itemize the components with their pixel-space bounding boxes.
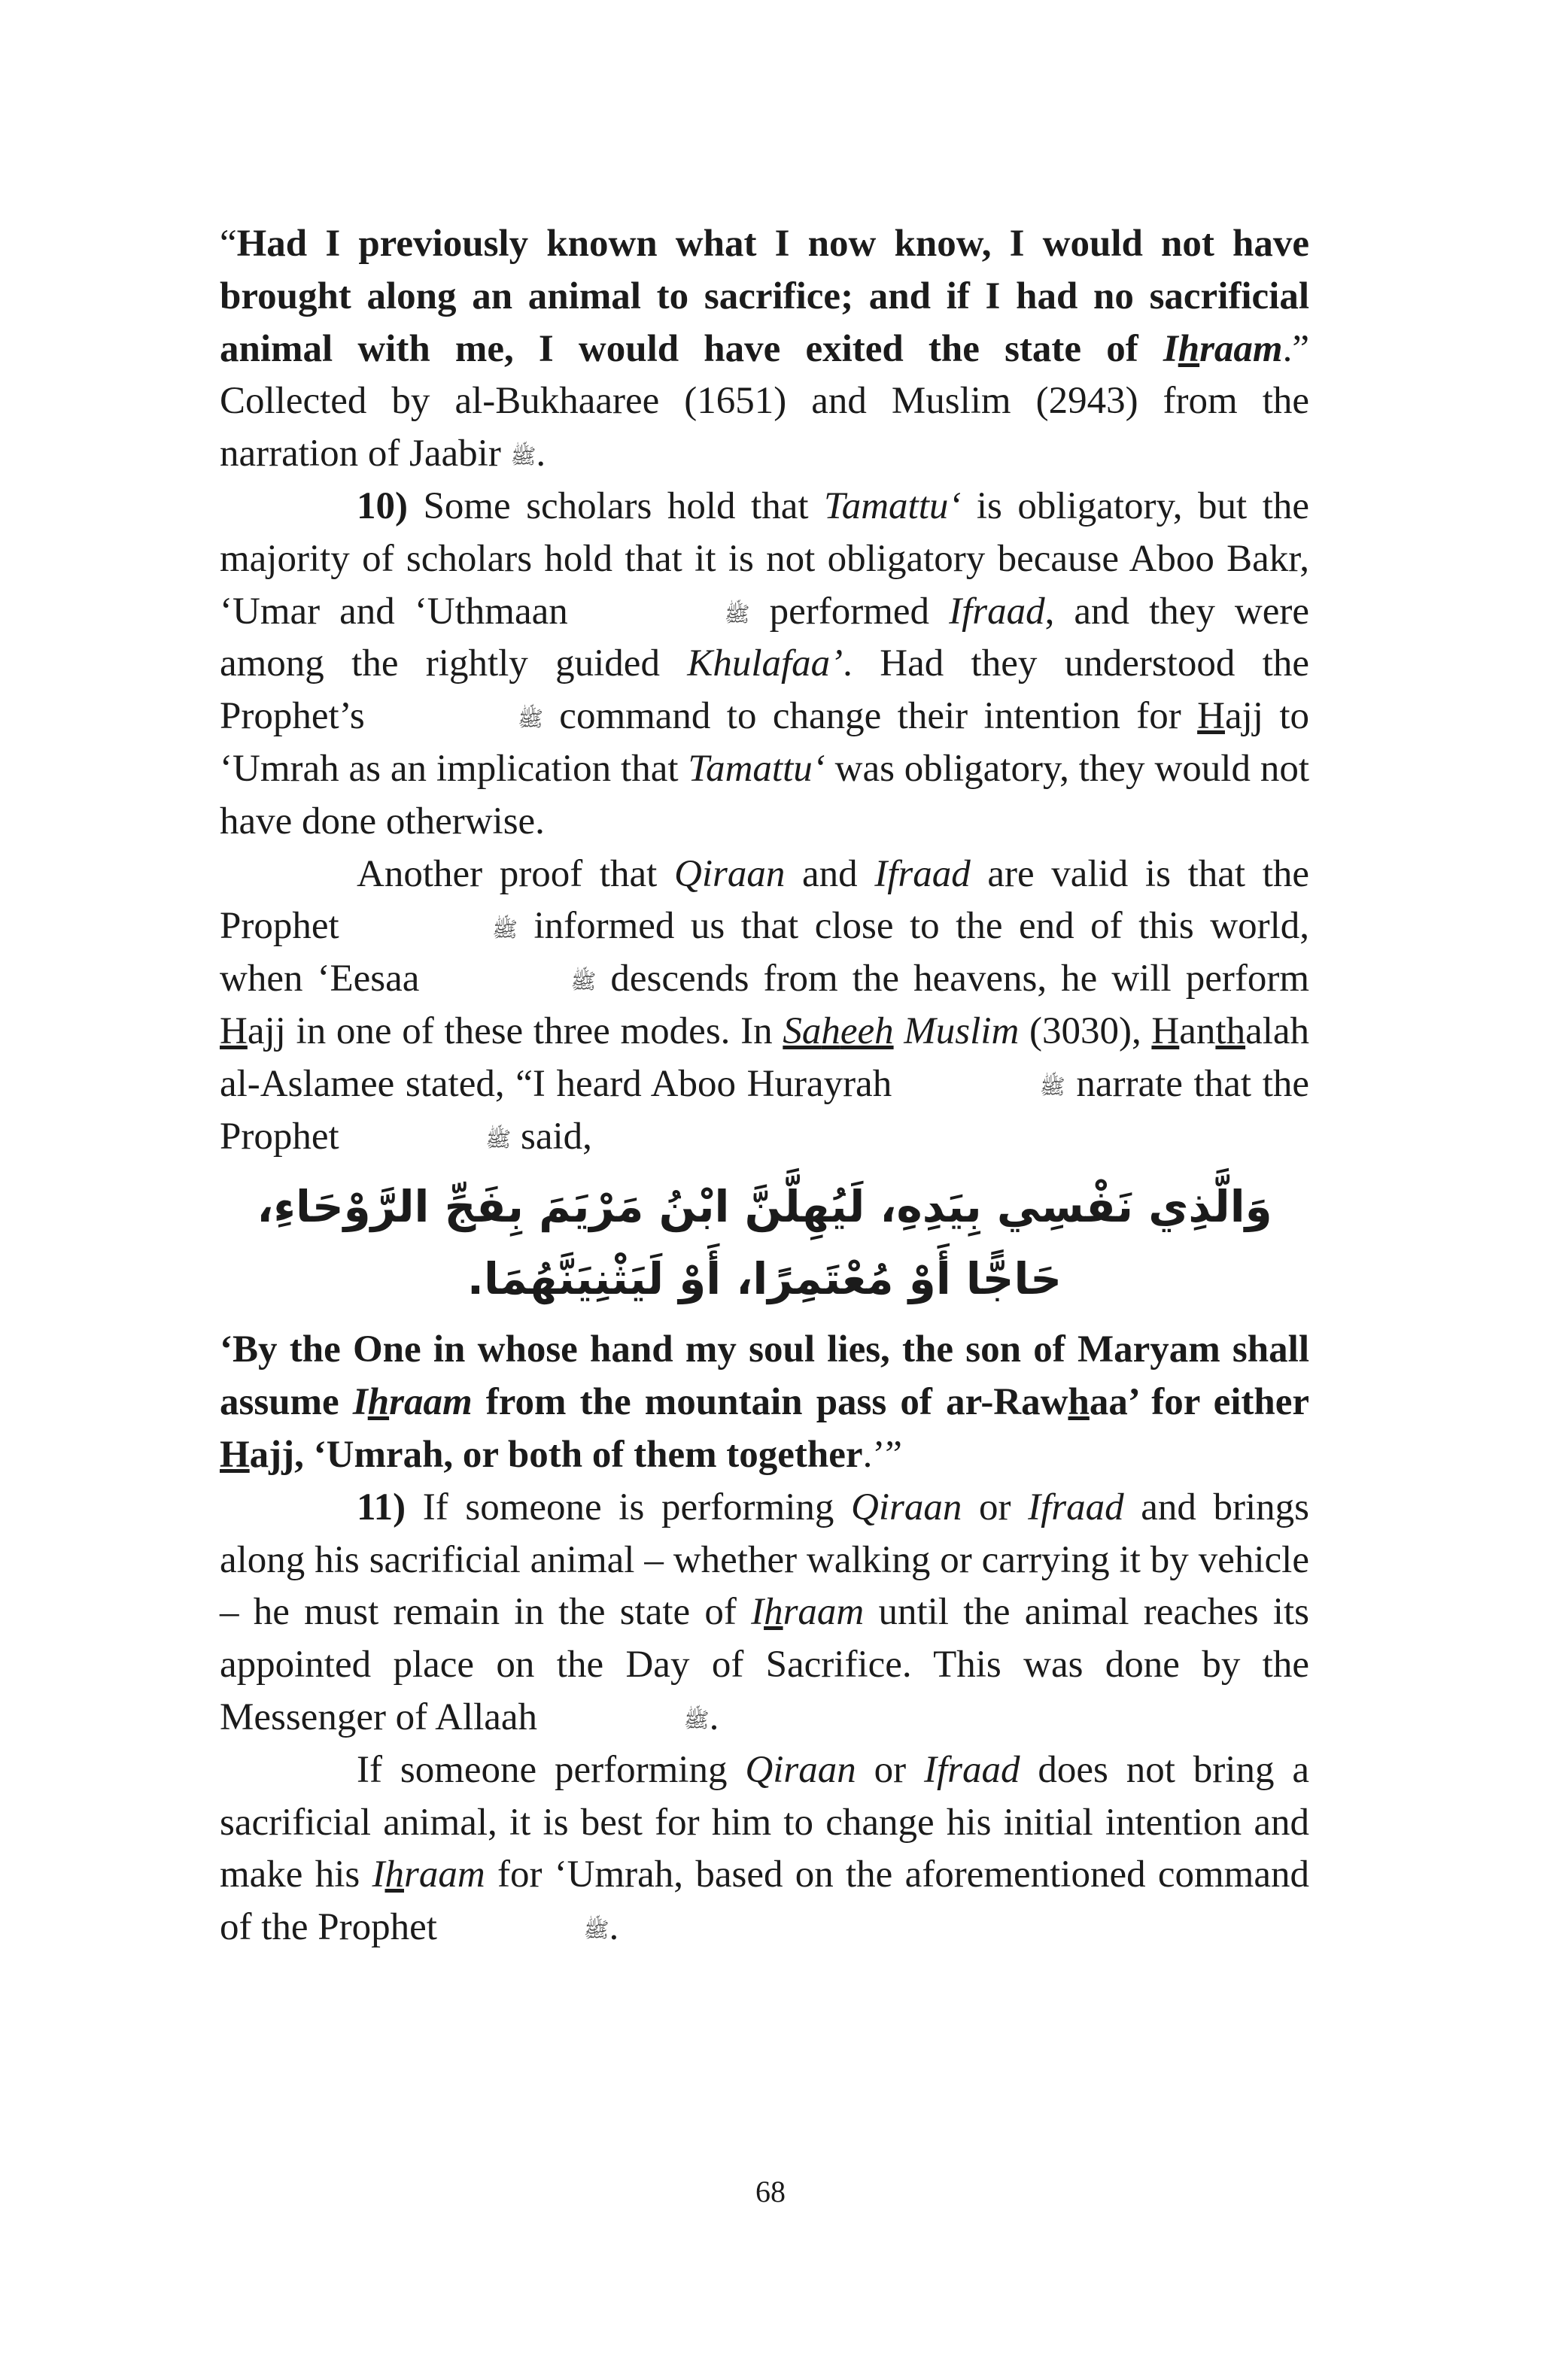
honorific-salallaahu-icon: ﷺ <box>518 706 543 732</box>
honorific-salallaahu-icon: ﷺ <box>583 1917 609 1943</box>
term-ihraam: Ihraam <box>372 1853 485 1896</box>
citation-text: .” Collected by al-Bukhaaree (1651) and Muslim (2943) from the narration of Jaabir <box>220 327 1309 475</box>
honorific-radiallaahu-icon: ﷺ <box>724 601 750 627</box>
arabic-hadith-text <box>220 1170 1309 1315</box>
term-khulafaa: Khulafaa’ <box>687 642 843 685</box>
point-number: 10) <box>357 484 408 527</box>
arabic-line-1: وَالَّذِي نَفْسِي بِيَدِهِ، لَيُهِلَّنَّ ابْنُ مَرْيَمَ بِفَجِّ الرَّوْحَاءِ، <box>257 1181 1272 1233</box>
book-title-saheeh-muslim: Saheeh Muslim <box>783 1009 1020 1052</box>
term-hajj-h: H <box>220 1009 248 1052</box>
term-ihraam: Ihraam <box>1163 327 1283 370</box>
term-ifraad: Ifraad <box>1028 1486 1124 1528</box>
honorific-salallaahu-icon: ﷺ <box>485 1126 512 1152</box>
hadith-translation-paragraph: ‘By the One in whose hand my soul lies, the son of Maryam shall assume Ihraam from the mountain pass of ar-Rawhaa’ for either Hajj, ‘Umrah, or both of them together.’” <box>220 1328 1310 1476</box>
honorific-radiallaahu-icon: ﷺ <box>1039 1074 1065 1100</box>
point-10-paragraph: 10) Some scholars hold that Tamattu‘ is obligatory, but the majority of scholars hold that it is not obligatory because Aboo Bakr, ‘Umar and ‘Uthmaan ﷺ performed Ifraad, and they were among the rightly guided Khulafaa’. Had they understood the Prophet’s ﷺ command to change their intention for Hajj to ‘Umrah as an implication that Tamattu‘ was obligatory, they would not have done otherwise. <box>220 484 1310 842</box>
term-ihraam: Ihraam <box>751 1591 865 1634</box>
term-ifraad: Ifraad <box>923 1748 1020 1791</box>
term-hajj-h: H <box>220 1433 250 1476</box>
term-tamattu: Tamattu‘ <box>688 747 825 790</box>
term-qiraan: Qiraan <box>745 1748 856 1791</box>
arabic-line-2: حَاجًّا أَوْ مُعْتَمِرًا، أَوْ لَيَثْنِيَنَّهُمَا. <box>467 1253 1062 1305</box>
honorific-radiallaahu-icon: ﷺ <box>510 444 536 469</box>
term-qiraan: Qiraan <box>851 1486 962 1528</box>
page-content <box>220 218 1309 1954</box>
honorific-alayhis-salaam-icon: ﷺ <box>570 969 597 994</box>
term-ihraam: Ihraam <box>352 1381 473 1424</box>
honorific-salallaahu-icon: ﷺ <box>683 1708 710 1733</box>
term-ifraad: Ifraad <box>949 590 1045 633</box>
term-qiraan: Qiraan <box>673 852 786 895</box>
term-ifraad: Ifraad <box>874 852 971 895</box>
name-hanthalah: Hanthalah <box>1151 1009 1310 1052</box>
quote-open: “ <box>220 223 237 265</box>
change-intention-paragraph: If someone performing Qiraan or Ifraad does not bring a sacrificial animal, it is best for him to change his initial intention and make his Ihraam for ‘Umrah, based on the aforementioned command of the Prophet ﷺ. <box>220 1748 1309 1949</box>
another-proof-paragraph: Another proof that Qiraan and Ifraad are valid is that the Prophet ﷺ informed us that close to the end of this world, when ‘Eesaa ﷺ descends from the heavens, he will perform Hajj in one of these three modes. In Saheeh Muslim (3030), Hanthalah al-Aslamee stated, “I heard Aboo Hurayrah ﷺ narrate that the Prophet ﷺ said, <box>220 852 1310 1158</box>
hadith-paragraph-1: “Had I previously known what I now know, I would not have brought along an animal to sacrifice; and if I had no sacrificial animal with me, I would have exited the state of Ihraam.” Collected by al-Bukhaaree (1651) and Muslim (2943) from the narration of Jaabir ﷺ. <box>220 223 1309 475</box>
point-11-paragraph: 11) If someone is performing Qiraan or Ifraad and brings along his sacrificial animal – whether walking or carrying it by vehicle – he must remain in the state of Ihraam until the animal reaches its appointed place on the Day of Sacrifice. This was done by the Messenger of Allaah ﷺ. <box>220 1486 1310 1738</box>
honorific-salallaahu-icon: ﷺ <box>492 916 518 942</box>
page-number: 68 <box>755 2175 786 2208</box>
point-number: 11) <box>357 1486 406 1528</box>
term-hajj-h: H <box>1197 695 1225 738</box>
term-tamattu: Tamattu‘ <box>824 484 962 527</box>
hadith-text-bold: Had I previously known what I now know, I would not have brought along an animal to sacrifice; and if I had no sacrificial animal with me, I would have exited the state of <box>220 223 1309 370</box>
